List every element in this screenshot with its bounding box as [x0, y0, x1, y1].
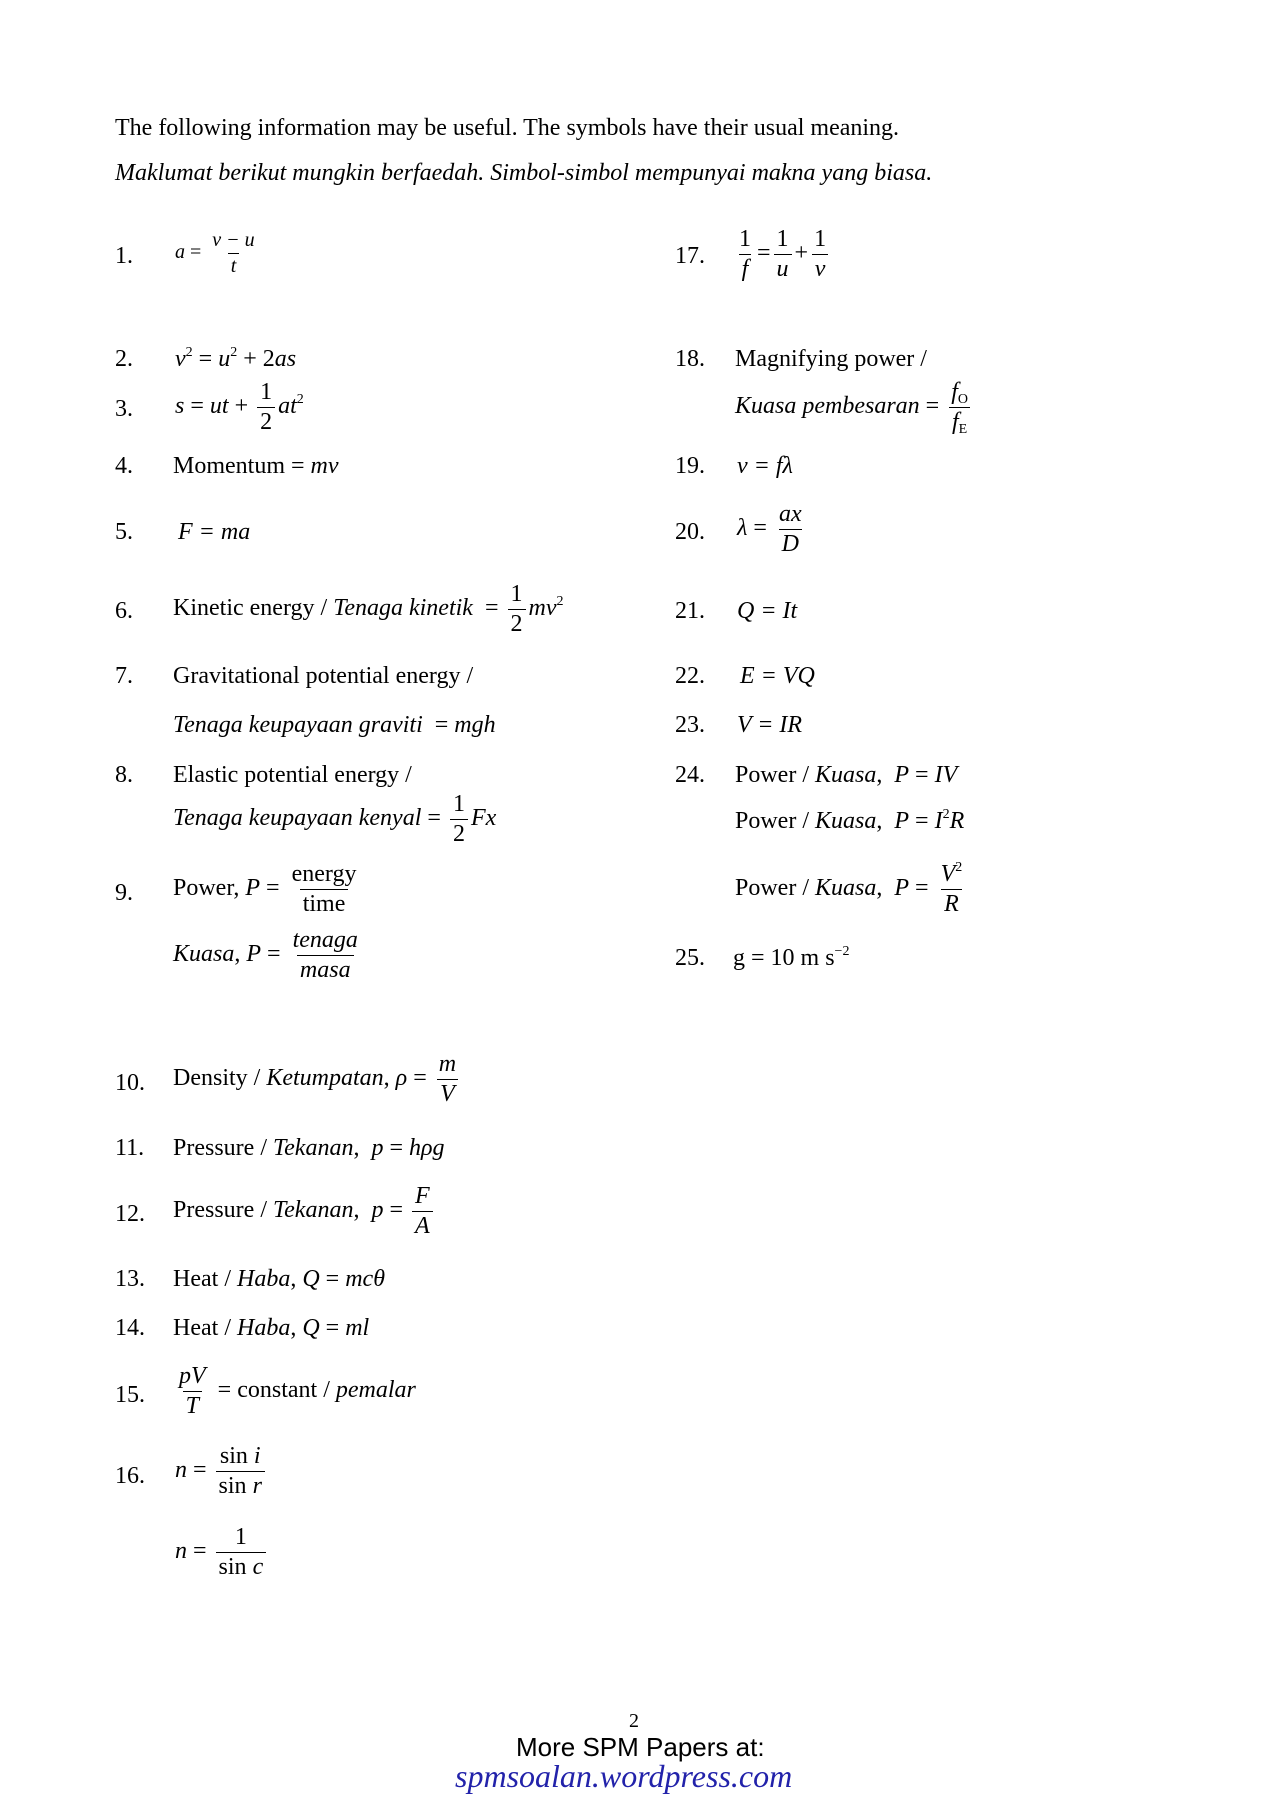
time-label: time: [300, 889, 349, 917]
power-label: Power: [173, 875, 234, 902]
item-number: 13.: [115, 1266, 145, 1292]
formula-latent-heat: Heat / Haba, Q = ml: [173, 1315, 370, 1341]
item-number: 25.: [675, 945, 705, 971]
formula-momentum: Momentum = mv: [173, 453, 339, 479]
formula-force: F = ma: [178, 519, 251, 545]
pemalar-label: pemalar: [335, 1377, 416, 1404]
magnifying-power-label: Magnifying power /: [735, 346, 927, 372]
intro-malay: Maklumat berikut mungkin berfaedah. Simbol-simbol mempunyai makna yang biasa.: [115, 160, 933, 186]
pressure-label: Pressure: [173, 1135, 255, 1161]
epe-malay-label: Tenaga keupayaan kenyal: [173, 805, 422, 832]
item-number: 6.: [115, 598, 133, 624]
formula-power-malay: Kuasa, P = $\frac{\text{tenaga}}{\text{masa}}$: [173, 928, 364, 983]
formula-wave-speed: v = fλ: [737, 453, 793, 479]
page-number: 2: [629, 1710, 639, 1732]
formula-power-english: Power, P = $\frac{\text{energy}}{\text{time}}$: [173, 862, 362, 917]
tekanan-label: Tekanan: [273, 1197, 354, 1224]
kinetic-energy-label: Kinetic energy: [173, 595, 315, 622]
heat-label: Heat: [173, 1315, 219, 1341]
masa-label: masa: [297, 955, 354, 983]
formula-gpe: Tenaga keupayaan graviti = mgh: [173, 712, 496, 738]
tenaga-label: tenaga: [292, 927, 358, 953]
kuasa-label: Kuasa: [815, 762, 877, 788]
item-number: 7.: [115, 663, 133, 689]
website-link[interactable]: spmsoalan.wordpress.com: [455, 1758, 793, 1794]
formula-refractive-index: n = $\frac{\text{sin i}}{\text{sin r}}$: [175, 1444, 268, 1499]
formula-power-iv: Power / Kuasa, P = IV: [735, 762, 958, 788]
formula-pressure-liquid: Pressure / Tekanan, p = hρg: [173, 1135, 445, 1161]
kuasa-label: Kuasa: [815, 875, 877, 902]
formula-density: Density / Ketumpatan, ρ = $\frac{m}{V}$: [173, 1051, 457, 1108]
formula-gas-law: $\frac{pV}{T}$ = constant / pemalar: [179, 1363, 416, 1420]
haba-label: Haba: [236, 1266, 291, 1292]
more-papers-text: More SPM Papers at:: [516, 1732, 765, 1762]
tekanan-label: Tekanan: [273, 1135, 354, 1161]
formula-epe: Tenaga keupayaan kenyal = $\frac{1}{2}$ Fx: [173, 791, 497, 848]
item-number: 22.: [675, 663, 705, 689]
tenaga-kinetik-label: Tenaga kinetik: [333, 595, 473, 622]
item-number: 3.: [115, 396, 133, 422]
formula-lens: $\frac{1}{f}$ = $\frac{1}{u}$ + $\frac{1}{v}$: [733, 227, 832, 282]
haba-label: Haba: [236, 1315, 291, 1341]
intro-english: The following information may be useful. The symbols have their usual meaning.: [115, 115, 900, 141]
constant-label: constant: [237, 1377, 318, 1404]
item-number: 11.: [115, 1135, 145, 1161]
item-number: 5.: [115, 519, 133, 545]
formula-power-v2r: Power / Kuasa, P = $\frac{V^2}{R}$: [735, 860, 963, 918]
item-number: 2.: [115, 346, 133, 372]
power-label: Power: [735, 875, 797, 902]
formula-kinetic-energy: Kinetic energy / Tenaga kinetik = $\frac{1}{2}$ $mv^2$: [173, 581, 564, 638]
item-number: 12.: [115, 1201, 145, 1227]
item-number: 17.: [675, 243, 705, 269]
kuasa-label: Kuasa: [815, 808, 877, 834]
density-label: Density: [173, 1065, 248, 1092]
pressure-label: Pressure: [173, 1197, 255, 1224]
gpe-malay-label: Tenaga keupayaan graviti: [173, 712, 423, 738]
kuasa-label: Kuasa: [173, 941, 235, 968]
formula-magnifying-power: Kuasa pembesaran = $\frac{f_O}{f_E}$: [735, 380, 974, 435]
formula-heat-capacity: Heat / Haba, Q = mcθ: [173, 1266, 385, 1292]
kuasa-pembesaran-label: Kuasa pembesaran: [735, 393, 920, 420]
energy-label: energy: [291, 861, 357, 887]
item-number: 20.: [675, 519, 705, 545]
item-number: 1.: [115, 243, 133, 269]
gpe-english-label: Gravitational potential energy /: [173, 663, 474, 689]
formula-pressure-force: Pressure / Tekanan, p = $\frac{F}{A}$: [173, 1184, 436, 1239]
item-number: 19.: [675, 453, 705, 479]
item-number: 14.: [115, 1315, 145, 1341]
item-number: 10.: [115, 1070, 145, 1096]
formula-gravity: g = 10 m $s^{-2}$: [733, 944, 850, 971]
formula-power-i2r: Power / Kuasa, $P = I^2R$: [735, 807, 965, 834]
formula-energy-charge: E = VQ: [740, 663, 815, 689]
heat-label: Heat: [173, 1266, 219, 1292]
formula-charge: Q = It: [737, 598, 798, 624]
formula-displacement: s = ut + $\frac{1}{2}$ $at^2$: [175, 379, 304, 436]
item-number: 23.: [675, 712, 705, 738]
item-number: 9.: [115, 880, 133, 906]
formula-critical-angle: n = $\frac{1}{\text{sin c}}$: [175, 1525, 269, 1580]
epe-english-label: Elastic potential energy /: [173, 762, 412, 788]
item-number: 18.: [675, 346, 705, 372]
item-number: 4.: [115, 453, 133, 479]
item-number: 21.: [675, 598, 705, 624]
formula-ohm: V = IR: [737, 712, 803, 738]
gravity-value: g = 10 m s: [733, 945, 835, 971]
formula-velocity-squared: $v^2 = u^2 + 2as$: [175, 345, 297, 372]
item-number: 24.: [675, 762, 705, 788]
item-number: 8.: [115, 762, 133, 788]
item-number: 16.: [115, 1463, 145, 1489]
power-label: Power: [735, 808, 797, 834]
momentum-label: Momentum: [173, 453, 285, 479]
power-label: Power: [735, 762, 797, 788]
formula-acceleration: a = $\frac{v - u}{t}$: [175, 229, 255, 277]
item-number: 15.: [115, 1382, 145, 1408]
ketumpatan-label: Ketumpatan: [266, 1065, 384, 1092]
formula-interference: λ = $\frac{ax}{D}$: [737, 501, 802, 558]
